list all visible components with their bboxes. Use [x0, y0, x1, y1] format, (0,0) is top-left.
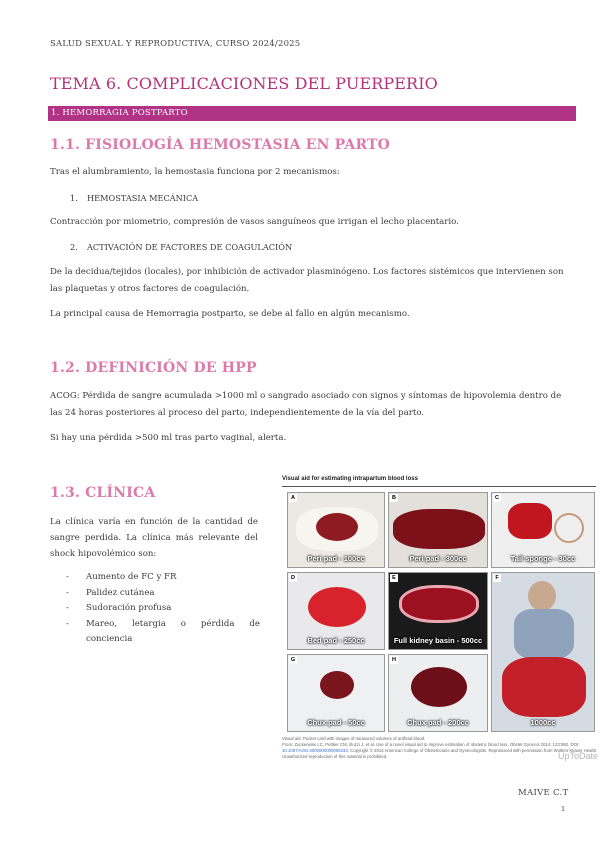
figure-caption-line: Visual aid. Pocket card with images of measured volumes of artificial blood.	[282, 736, 426, 741]
acog-definition: ACOG: Pérdida de sangre acumulada >1000 ml o sangrado asociado con signos y síntomas de hipovolemia dentro de las 24 horas posteriores al proceso del parto, independientemente de la vía del parto.	[50, 391, 562, 418]
heading-clinica: 1.3. CLÍNICA	[50, 485, 156, 501]
list-label: HEMOSTASIA MECÁNICA	[87, 193, 199, 203]
panel-letter: G	[290, 657, 296, 663]
page-number: 1	[561, 805, 566, 813]
alert-paragraph: Si hay una pérdida >500 ml tras parto vaginal, alerta.	[50, 433, 287, 443]
list-item-hemostasia-mecanica	[70, 193, 198, 203]
list-item-activacion-factores	[70, 242, 292, 252]
list-item: - Sudoración profusa	[66, 601, 260, 617]
panel-caption: Full kidney basin - 500cc	[393, 636, 483, 645]
panel-letter: H	[390, 656, 398, 664]
figure-source: From: Zuckerwise LC, Pettker CM, Illuzzi J, et al. Use of a novel visual aid to improve estimation of obstetric blood loss. Obstet Gynecol 2014; 123:982. DOI: 10.1097/AOG.0000000000000233. Copyright © 2014 American College of Obstetricians and Gynecologists. Reproduced with permission from Wolters Kluwer Health. Unauthorized reproduction of this material is prohibited.	[282, 742, 598, 759]
mechanism-1-description: Contracción por miometrio, compresión de vasos sanguíneos que irrigan el lecho placentario.	[50, 217, 459, 227]
section-bar-hemorragia: 1. HEMORRAGIA POSTPARTO	[48, 106, 576, 121]
course-header: SALUD SEXUAL Y REPRODUCTIVA, CURSO 2024/2025	[50, 39, 301, 49]
panel-1000cc	[491, 572, 595, 732]
conclusion-paragraph: La principal causa de Hemorragia postparto, se debe al fallo en algún mecanismo.	[50, 309, 410, 319]
uptodate-watermark: UpToDate	[557, 751, 598, 761]
list-number: 1.	[70, 193, 78, 203]
panel-peri-pad-100	[287, 492, 385, 568]
panel-letter: A	[289, 494, 297, 502]
clinica-paragraph: La clínica varía en función de la cantidad de sangre perdida. La clínica más relevante del shock hipovolémico son:	[50, 517, 258, 559]
panel-letter: B	[390, 494, 398, 502]
intro-paragraph: Tras el alumbramiento, la hemostasia funciona por 2 mecanismos:	[50, 167, 340, 177]
list-label: ACTIVACIÓN DE FACTORES DE COAGULACIÓN	[87, 242, 293, 252]
blood-loss-visual-aid-figure	[282, 476, 600, 774]
panel-caption: Peri pad - 100cc	[307, 554, 365, 563]
panel-letter: F	[493, 574, 501, 582]
panel-caption: 1000cc	[530, 718, 556, 727]
panel-caption: Tail sponge - 30cc	[510, 554, 576, 563]
doi-link[interactable]: 10.1097/AOG.0000000000000233	[282, 748, 348, 753]
figure-rule	[282, 486, 596, 487]
document-title: TEMA 6. COMPLICACIONES DEL PUERPERIO	[50, 74, 438, 93]
heading-fisiologia: 1.1. FISIOLOGÍA HEMOSTASIA EN PARTO	[50, 137, 391, 153]
panel-kidney-basin-500	[388, 572, 488, 650]
panel-peri-pad-300	[388, 492, 488, 568]
panel-caption: Bed pad - 250cc	[307, 636, 365, 645]
mechanism-2-description: De la decidua/tejidos (locales), por inhibición de activador plasminógeno. Los factores sistémicos que intervienen son las plaquetas y otros factores de coagulación.	[50, 267, 564, 294]
list-item: - Aumento de FC y FR	[66, 570, 260, 586]
panel-letter: E	[390, 574, 398, 582]
panel-caption: Chux pad - 50cc	[307, 718, 365, 727]
figure-credit	[282, 736, 600, 760]
author-footer: MAIVE C.T	[518, 788, 569, 798]
panel-chux-pad-200	[388, 654, 488, 732]
list-item: - Palidez cutánea	[66, 586, 260, 602]
panel-tail-sponge-30	[491, 492, 595, 568]
figure-title: Visual aid for estimating intrapartum blood loss	[282, 476, 418, 482]
panel-letter: D	[289, 574, 297, 582]
symptoms-list	[66, 570, 260, 648]
list-item: - Mareo, letargia o pérdida de conciencia	[66, 617, 260, 648]
panel-letter: C	[493, 494, 501, 502]
panel-chux-pad-50	[287, 654, 385, 732]
heading-definicion-hpp: 1.2. DEFINICIÓN DE HPP	[50, 360, 257, 376]
panel-bed-pad-250	[287, 572, 385, 650]
panel-caption: Chux pad - 200cc	[407, 718, 469, 727]
panel-caption: Peri pad - 300cc	[409, 554, 467, 563]
list-number: 2.	[70, 242, 78, 252]
